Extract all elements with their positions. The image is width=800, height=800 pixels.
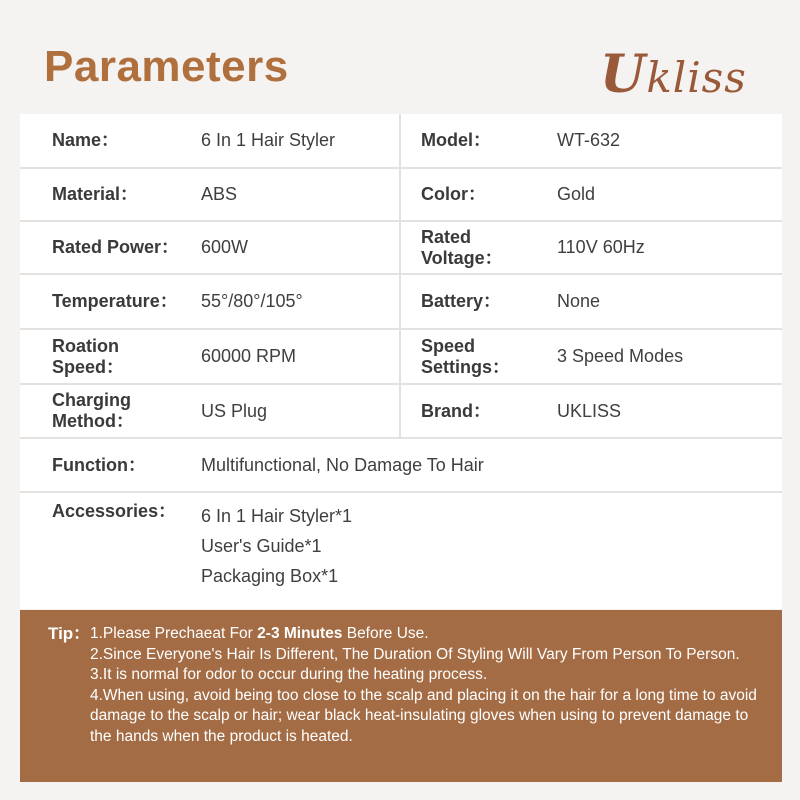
accessories-list xyxy=(195,493,782,609)
tip-text: Before Use. xyxy=(342,625,429,642)
accessory-item: User's Guide*1 xyxy=(201,536,322,556)
accessories-label: Accessories： xyxy=(52,501,177,521)
param-value: 6 In 1 Hair Styler xyxy=(195,114,401,167)
tip-text: 1.Please Prechaeat For xyxy=(90,625,258,642)
param-value: 3 Speed Modes xyxy=(557,346,684,366)
param-label: Roation Speed： xyxy=(52,335,125,377)
param-row-name xyxy=(20,114,782,169)
param-value: None xyxy=(557,291,601,311)
param-label: Temperature： xyxy=(52,291,178,311)
parameters-table xyxy=(20,114,782,609)
param-label: Speed Settings： xyxy=(421,335,511,377)
param-label: Battery： xyxy=(421,291,502,311)
page-title: Parameters xyxy=(44,42,289,91)
tip-line-1 xyxy=(90,624,768,645)
param-label: Charging Method： xyxy=(52,390,134,431)
param-row-accessories xyxy=(20,493,782,609)
param-row-temperature xyxy=(20,275,782,330)
tip-panel xyxy=(20,610,782,782)
param-row-power xyxy=(20,222,782,275)
param-value: UKLISS xyxy=(557,400,622,421)
param-value: 600W xyxy=(195,222,401,273)
tip-body xyxy=(90,624,768,782)
param-label: Material： xyxy=(52,184,139,204)
param-label: Model： xyxy=(421,130,491,150)
brand-logo: Ukliss xyxy=(600,44,747,105)
param-value: Gold xyxy=(557,184,596,204)
param-row-speed xyxy=(20,330,782,385)
param-label: Rated Power： xyxy=(52,237,180,257)
param-label: Name： xyxy=(52,130,120,150)
accessory-item: Packaging Box*1 xyxy=(201,566,339,586)
function-value: Multifunctional, No Damage To Hair xyxy=(201,454,484,475)
param-value: WT-632 xyxy=(557,130,621,150)
param-value: 60000 RPM xyxy=(195,330,401,383)
param-label: Rated Voltage： xyxy=(421,226,503,268)
param-value: 110V 60Hz xyxy=(557,237,645,257)
param-value: 55°/80°/105° xyxy=(195,275,401,328)
param-value: US Plug xyxy=(195,385,401,437)
param-row-charging xyxy=(20,385,782,439)
accessory-item: 6 In 1 Hair Styler*1 xyxy=(201,506,353,526)
function-label: Function： xyxy=(52,454,146,475)
param-label: Color： xyxy=(421,184,486,204)
tip-line-3: 3.It is normal for odor to occur during the heating process. xyxy=(90,666,488,683)
tip-line-4: 4.When using, avoid being too close to the scalp and placing it on the hair for a long time to avoid damage to the scalp or hair; wear black heat-insulating gloves when using to prevent damage to the hands when the product is heated. xyxy=(90,686,757,745)
param-row-function xyxy=(20,439,782,493)
param-value: ABS xyxy=(195,169,401,220)
param-label: Brand： xyxy=(421,400,492,421)
param-row-material xyxy=(20,169,782,222)
tip-line-2: 2.Since Everyone's Hair Is Different, The Duration Of Styling Will Vary From Person To Person. xyxy=(90,645,740,663)
tip-bold-text: 2-3 Minutes xyxy=(257,625,343,642)
tip-label: Tip： xyxy=(48,624,91,643)
